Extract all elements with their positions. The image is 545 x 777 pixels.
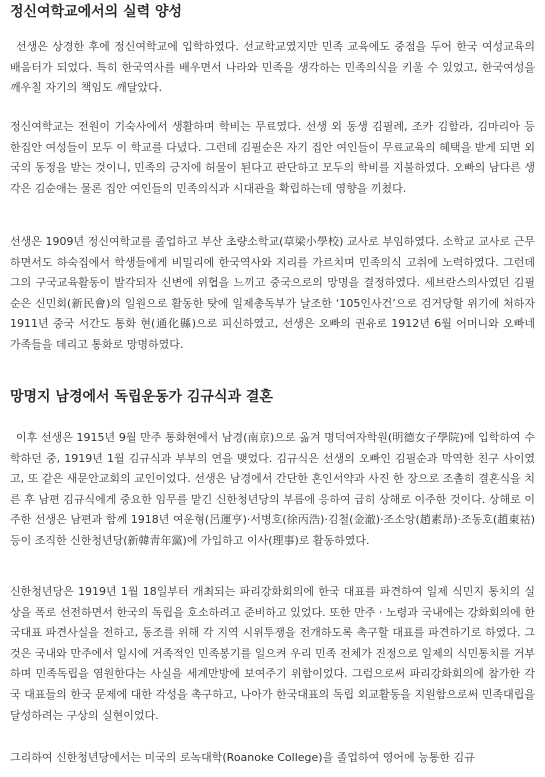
paragraph-nanjing-1: 이후 선생은 1915년 9월 만주 통화현에서 남경(南京)으로 옮겨 명덕여자학원(明德女子學院)에 입학하여 수학하던 중, 1919년 1월 김규식과 부부의 연을 맺었다. 김규식은 선생의 오빠인 김필순과 막역한 친구 사이였고, 또 같은 새문안교회의 교인이었다. 선생은 남경에서 간단한 혼인서약과 사진 한 장으로 조촐히 결혼식을 치른 후 남편 김규식에게 중요한 임무를 맡긴 신한청년당의 부름에 응하여 급히 상해로 이주한 것이다. 상해로 이주한 선생은 남편과 함께 1918년 여운형(呂運亨)·서병호(徐丙浩)·김철(金澈)·조소앙(趙素昂)·조동호(趙東祜) 등이 조직한 신한청년당(新韓靑年黨)에 가입하고 이사(理事)로 활동하였다. [10, 431, 535, 547]
paragraph-education-2: 정신여학교는 전원이 기숙사에서 생활하며 학비는 무료였다. 선생 외 동생 김필례, 조카 김함라, 김마리아 등 한집안 여성들이 모두 이 학교를 다녔다. 그런데 김필순은 자기 집안 여인들이 무료교육의 혜택을 받게 되면 외국의 동정을 받는 것이니, 민족의 긍지에 허물이 된다고 판단하고 모두의 학비를 지불하였다. 오빠의 남다른 생각은 김순애는 물론 집안 여인들의 민족의식과 시대관을 확립하는데 영향을 끼쳤다. [10, 120, 535, 195]
section-heading-education: 정신여학교에서의 실력 양성 [10, 4, 183, 20]
paragraph-education-3: 선생은 1909년 정신여학교를 졸업하고 부산 초량소학교(草梁小學校) 교사로 부임하였다. 소학교 교사로 근무하면서도 하숙집에서 학생들에게 비밀리에 한국역사와 지리를 가르치며 민족의식 고취에 노력하였다. 그런데 그의 구국교육활동이 발각되자 신변에 위협을 느끼고 중국으로의 망명을 결정하였다. 세브란스의사였던 김필순은 신민회(新民會)의 일원으로 활동한 탓에 일제총독부가 날조한 ‘105인사건’으로 검거당할 위기에 처하자 1911년 중국 서간도 통화 현(通化縣)으로 피신하였고, 선생은 오빠의 권유로 1912년 6월 어머니와 오빠네 가족들을 데리고 통화로 망명하였다. [10, 235, 535, 351]
paragraph-nanjing-2: 신한청년당은 1919년 1월 18일부터 개최되는 파리강화회의에 한국 대표를 파견하여 일제 식민지 통치의 실상을 폭로 선전하면서 한국의 독립을 호소하려고 준비하고 있었다. 또한 만주 · 노령과 국내에는 강화회의에 한국대표 파견사실을 전하고, 동조를 위해 각 지역 시위투쟁을 전개하도록 촉구할 대표를 파견하기로 하였다. 그것은 국내와 만주에서 일시에 거족적인 민족봉기를 일으켜 우리 민족 전체가 진정으로 일제의 식민통치를 거부하며 민족독립을 염원한다는 사실을 세계만방에 보여주기 위함이었다. 그럼으로써 파리강화회의에 참가한 각국 대표들의 한국 문제에 대한 각성을 촉구하고, 나아가 한국대표의 독립 외교활동을 지원함으로써 민족대립을 달성하려는 구상의 실현이었다. [10, 585, 535, 722]
paragraph-nanjing-3: 그리하여 신한청년당에서는 미국의 로녹대학(Roanoke College)을 졸업하여 영어에 능통한 김규 [10, 751, 475, 764]
paragraph-education-1: 선생은 상경한 후에 정신여학교에 입학하였다. 선교학교였지만 민족 교육에도 중점을 두어 한국 여성교육의 배움터가 되었다. 특히 한국역사를 배우면서 나라와 민족을 생각하는 민족의식을 키울 수 있었고, 한국여성을 깨우칠 자기의 책임도 깨달았다. [10, 40, 535, 95]
section-heading-nanjing: 망명지 남경에서 독립운동가 김규식과 결혼 [10, 389, 273, 405]
